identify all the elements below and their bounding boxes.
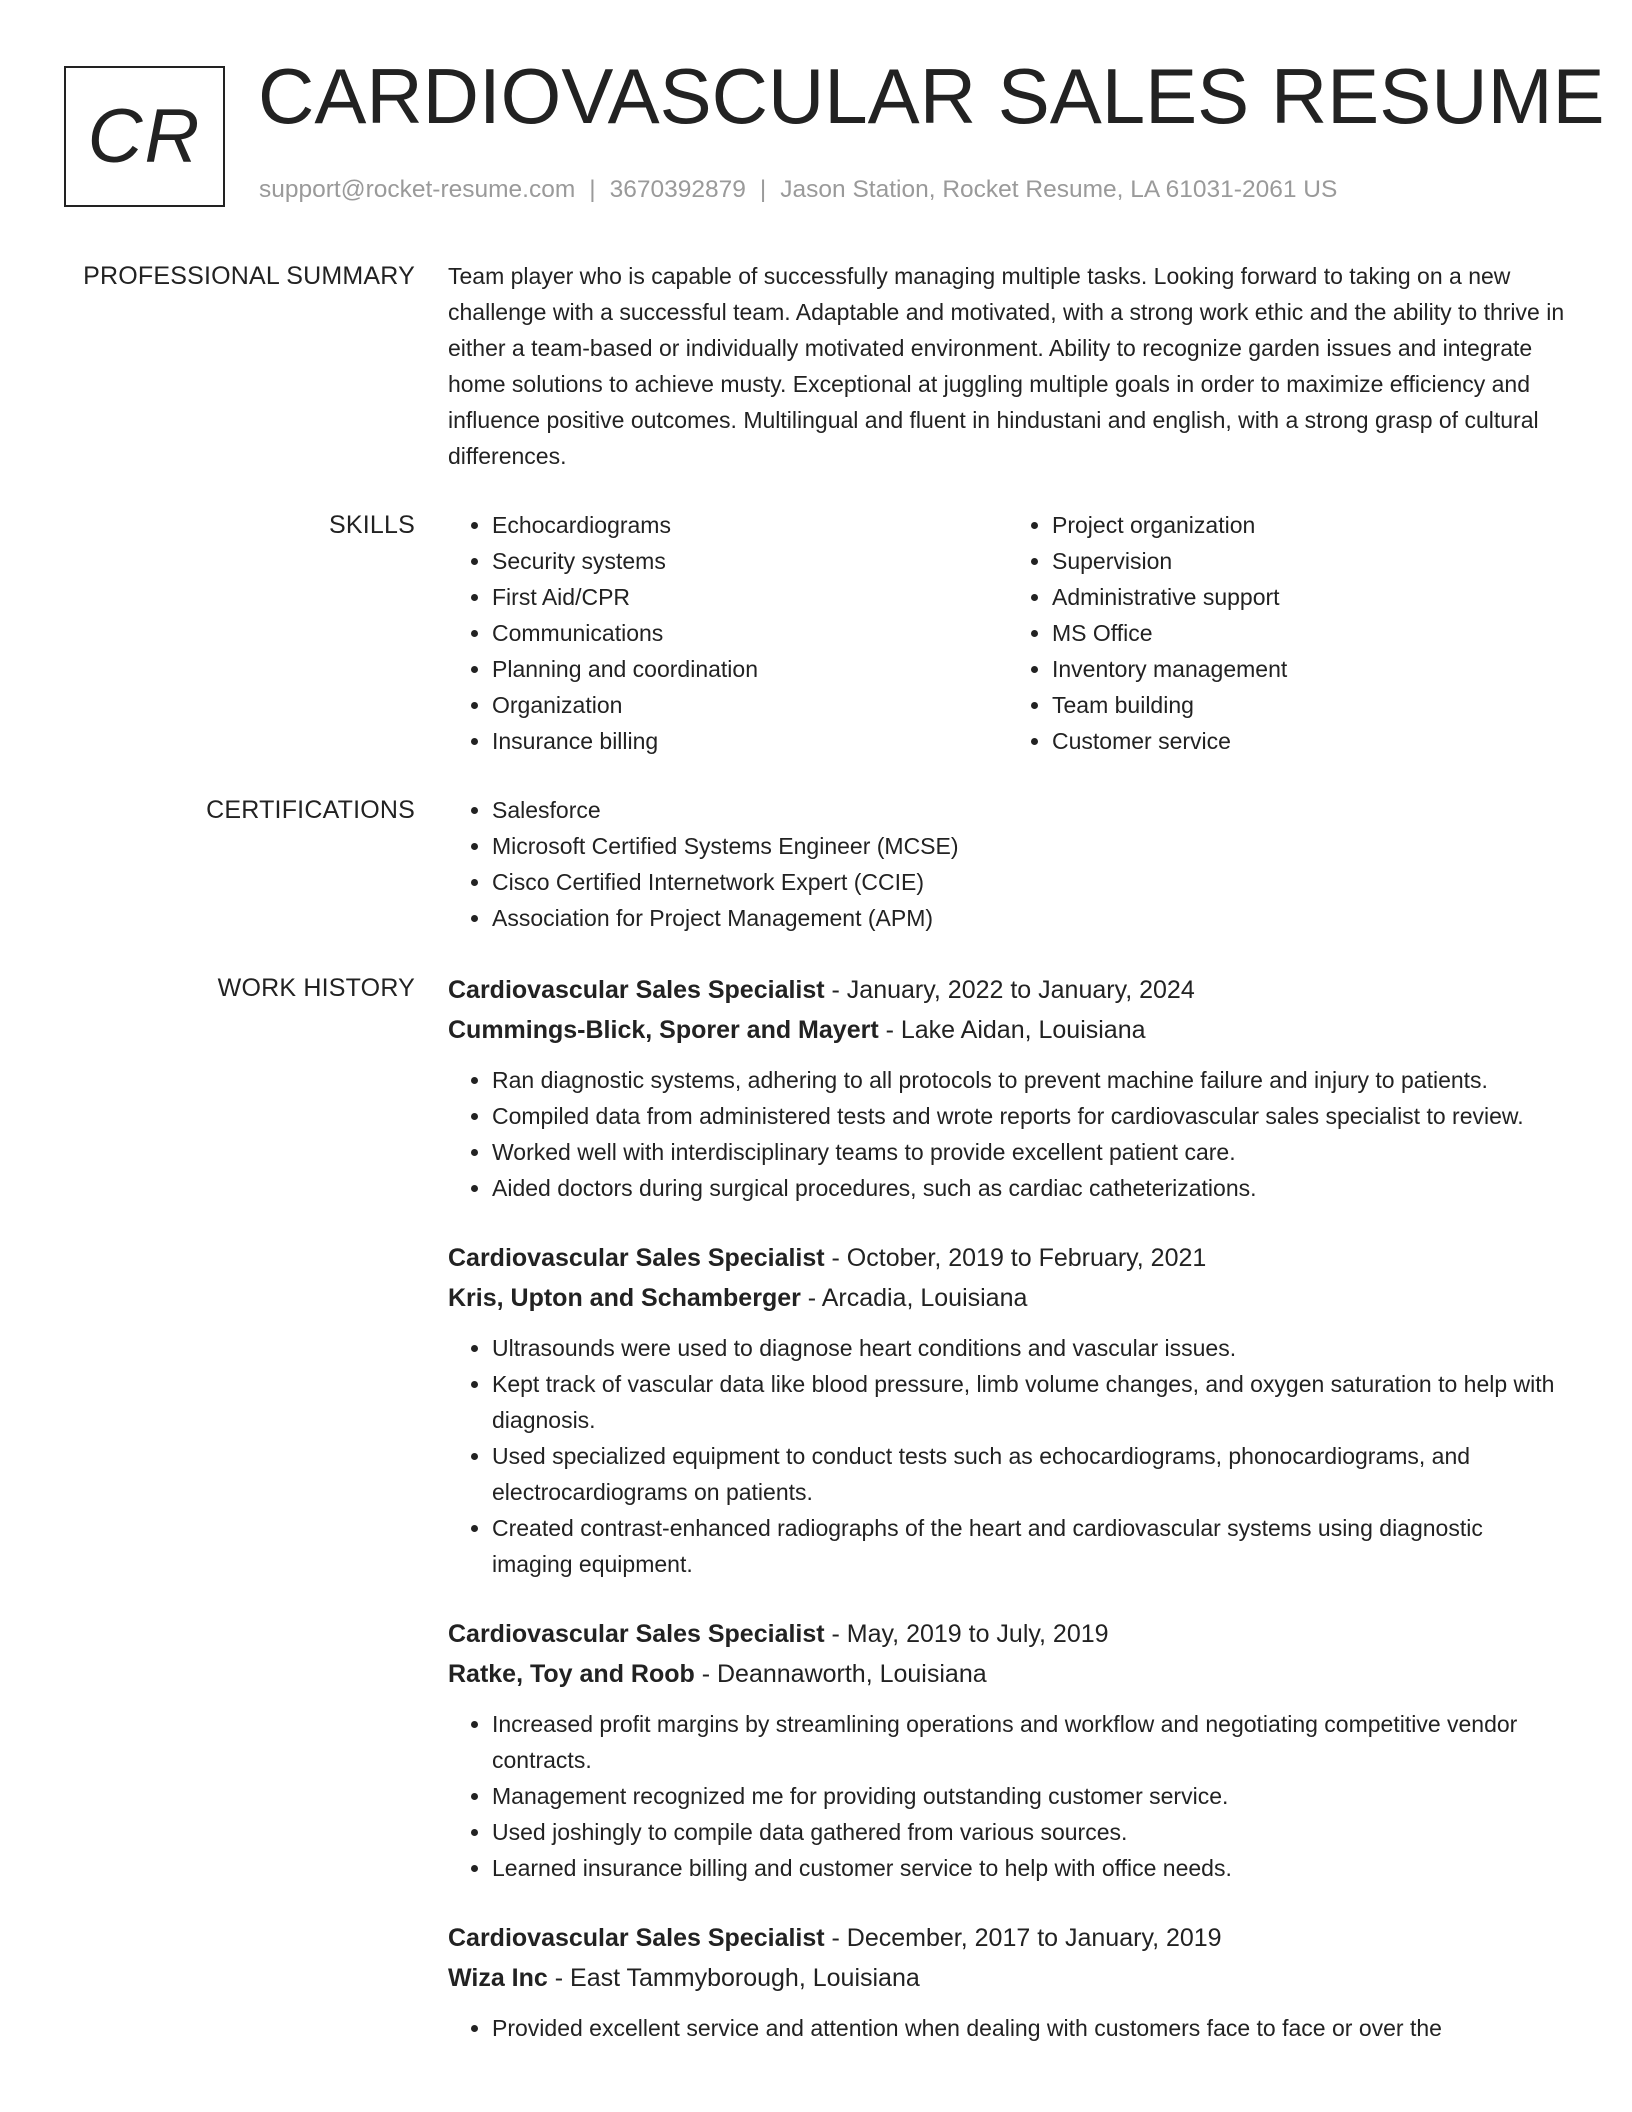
skills-body [448, 507, 1568, 759]
job-company-line [448, 1278, 1568, 1318]
skill-item: • Supervision [1052, 543, 1568, 579]
job-title-line [448, 970, 1568, 1010]
job-duty-item: • Used specialized equipment to conduct tests such as echocardiograms, phonocardiograms, and electrocardiograms on patients. [492, 1438, 1568, 1510]
monogram-box [64, 66, 225, 207]
skill-item: • Organization [492, 687, 1008, 723]
skill-item: • Security systems [492, 543, 1008, 579]
certifications-body [448, 792, 1568, 936]
skill-item: • Administrative support [1052, 579, 1568, 615]
job-duty-item: • Compiled data from administered tests and wrote reports for cardiovascular sales specialist to review. [492, 1098, 1568, 1134]
skill-item: • Customer service [1052, 723, 1568, 759]
job-entry [448, 1238, 1568, 1582]
contact-phone: 3670392879 [609, 176, 746, 203]
job-title: Cardiovascular Sales Specialist [448, 976, 825, 1004]
job-dates: - May, 2019 to July, 2019 [824, 1620, 1109, 1648]
skill-item: • Project organization [1052, 507, 1568, 543]
job-duty-item: • Created contrast-enhanced radiographs of the heart and cardiovascular systems using diagnostic imaging equipment. [492, 1510, 1568, 1582]
contact-address: Jason Station, Rocket Resume, LA 61031-2061 US [780, 176, 1338, 203]
certification-item: • Microsoft Certified Systems Engineer (MCSE) [492, 828, 1568, 864]
job-duty-item: • Used joshingly to compile data gathered from various sources. [492, 1814, 1568, 1850]
job-entry [448, 1918, 1568, 2046]
job-duty-item: • Ran diagnostic systems, adhering to all protocols to prevent machine failure and injury to patients. [492, 1062, 1568, 1098]
job-location: - East Tammyborough, Louisiana [547, 1964, 920, 1992]
certifications-label: CERTIFICATIONS [206, 796, 415, 824]
job-duty-item: • Aided doctors during surgical procedures, such as cardiac catheterizations. [492, 1170, 1568, 1206]
job-company-line [448, 1010, 1568, 1050]
summary-body [448, 258, 1568, 474]
job-title: Cardiovascular Sales Specialist [448, 1924, 825, 1952]
job-duty-item: • Management recognized me for providing outstanding customer service. [492, 1778, 1568, 1814]
job-location: - Arcadia, Louisiana [800, 1284, 1028, 1312]
job-duty-item: • Ultrasounds were used to diagnose heart conditions and vascular issues. [492, 1330, 1568, 1366]
skills-label: SKILLS [329, 511, 415, 539]
skills-list-left [448, 507, 1008, 759]
certification-item: • Cisco Certified Internetwork Expert (CCIE) [492, 864, 1568, 900]
contact-email: support@rocket-resume.com [259, 176, 576, 203]
job-duty-item: • Provided excellent service and attention when dealing with customers face to face or over the [492, 2010, 1568, 2046]
job-dates: - December, 2017 to January, 2019 [824, 1924, 1222, 1952]
job-title-line [448, 1238, 1568, 1278]
summary-label: PROFESSIONAL SUMMARY [83, 262, 415, 290]
job-dates: - January, 2022 to January, 2024 [824, 976, 1195, 1004]
job-company: Kris, Upton and Schamberger [448, 1284, 801, 1312]
contact-separator: | [589, 176, 596, 203]
job-duty-item: • Increased profit margins by streamlining operations and workflow and negotiating competitive vendor contracts. [492, 1706, 1568, 1778]
job-company: Ratke, Toy and Roob [448, 1660, 695, 1688]
skill-item: • Team building [1052, 687, 1568, 723]
job-title-line [448, 1614, 1568, 1654]
skill-item: • Planning and coordination [492, 651, 1008, 687]
work-label: WORK HISTORY [217, 974, 415, 1002]
job-duties-list [448, 1330, 1568, 1582]
skill-item: • Insurance billing [492, 723, 1008, 759]
certification-item: • Salesforce [492, 792, 1568, 828]
skills-list-right [1008, 507, 1568, 759]
job-company-line [448, 1958, 1568, 1998]
job-duties-list [448, 1706, 1568, 1886]
skill-item: • MS Office [1052, 615, 1568, 651]
job-title: Cardiovascular Sales Specialist [448, 1244, 825, 1272]
skill-item: • Echocardiograms [492, 507, 1008, 543]
job-location: - Deannaworth, Louisiana [694, 1660, 987, 1688]
job-entry [448, 970, 1568, 1206]
resume-title: CARDIOVASCULAR SALES RESUME [258, 52, 1605, 140]
job-duty-item: • Worked well with interdisciplinary teams to provide excellent patient care. [492, 1134, 1568, 1170]
job-duty-item: • Learned insurance billing and customer service to help with office needs. [492, 1850, 1568, 1886]
job-dates: - October, 2019 to February, 2021 [824, 1244, 1207, 1272]
job-company: Wiza Inc [448, 1964, 548, 1992]
job-duties-list [448, 2010, 1568, 2046]
skill-item: • First Aid/CPR [492, 579, 1008, 615]
work-body [448, 970, 1568, 2078]
job-title: Cardiovascular Sales Specialist [448, 1620, 825, 1648]
job-entry [448, 1614, 1568, 1886]
certification-item: • Association for Project Management (APM) [492, 900, 1568, 936]
summary-text: Team player who is capable of successfully managing multiple tasks. Looking forward to taking on a new challenge with a successful team. Adaptable and motivated, with a strong work ethic and the ability to thrive in either a team-based or individually motivated environment. Ability to recognize garden issues and integrate home solutions to achieve musty. Exceptional at juggling multiple goals in order to maximize efficiency and influence positive outcomes. Multilingual and fluent in hindustani and english, with a strong grasp of cultural differences. [448, 263, 1565, 469]
skill-item: • Communications [492, 615, 1008, 651]
job-duty-item: • Kept track of vascular data like blood pressure, limb volume changes, and oxygen saturation to help with diagnosis. [492, 1366, 1568, 1438]
contact-separator: | [759, 176, 767, 203]
job-location: - Lake Aidan, Louisiana [878, 1016, 1146, 1044]
contact-line [259, 174, 1337, 206]
job-title-line [448, 1918, 1568, 1958]
job-duties-list [448, 1062, 1568, 1206]
skill-item: • Inventory management [1052, 651, 1568, 687]
job-company-line [448, 1654, 1568, 1694]
monogram-initials: CR [87, 93, 202, 179]
certifications-list [448, 792, 1568, 936]
job-company: Cummings-Blick, Sporer and Mayert [448, 1016, 879, 1044]
